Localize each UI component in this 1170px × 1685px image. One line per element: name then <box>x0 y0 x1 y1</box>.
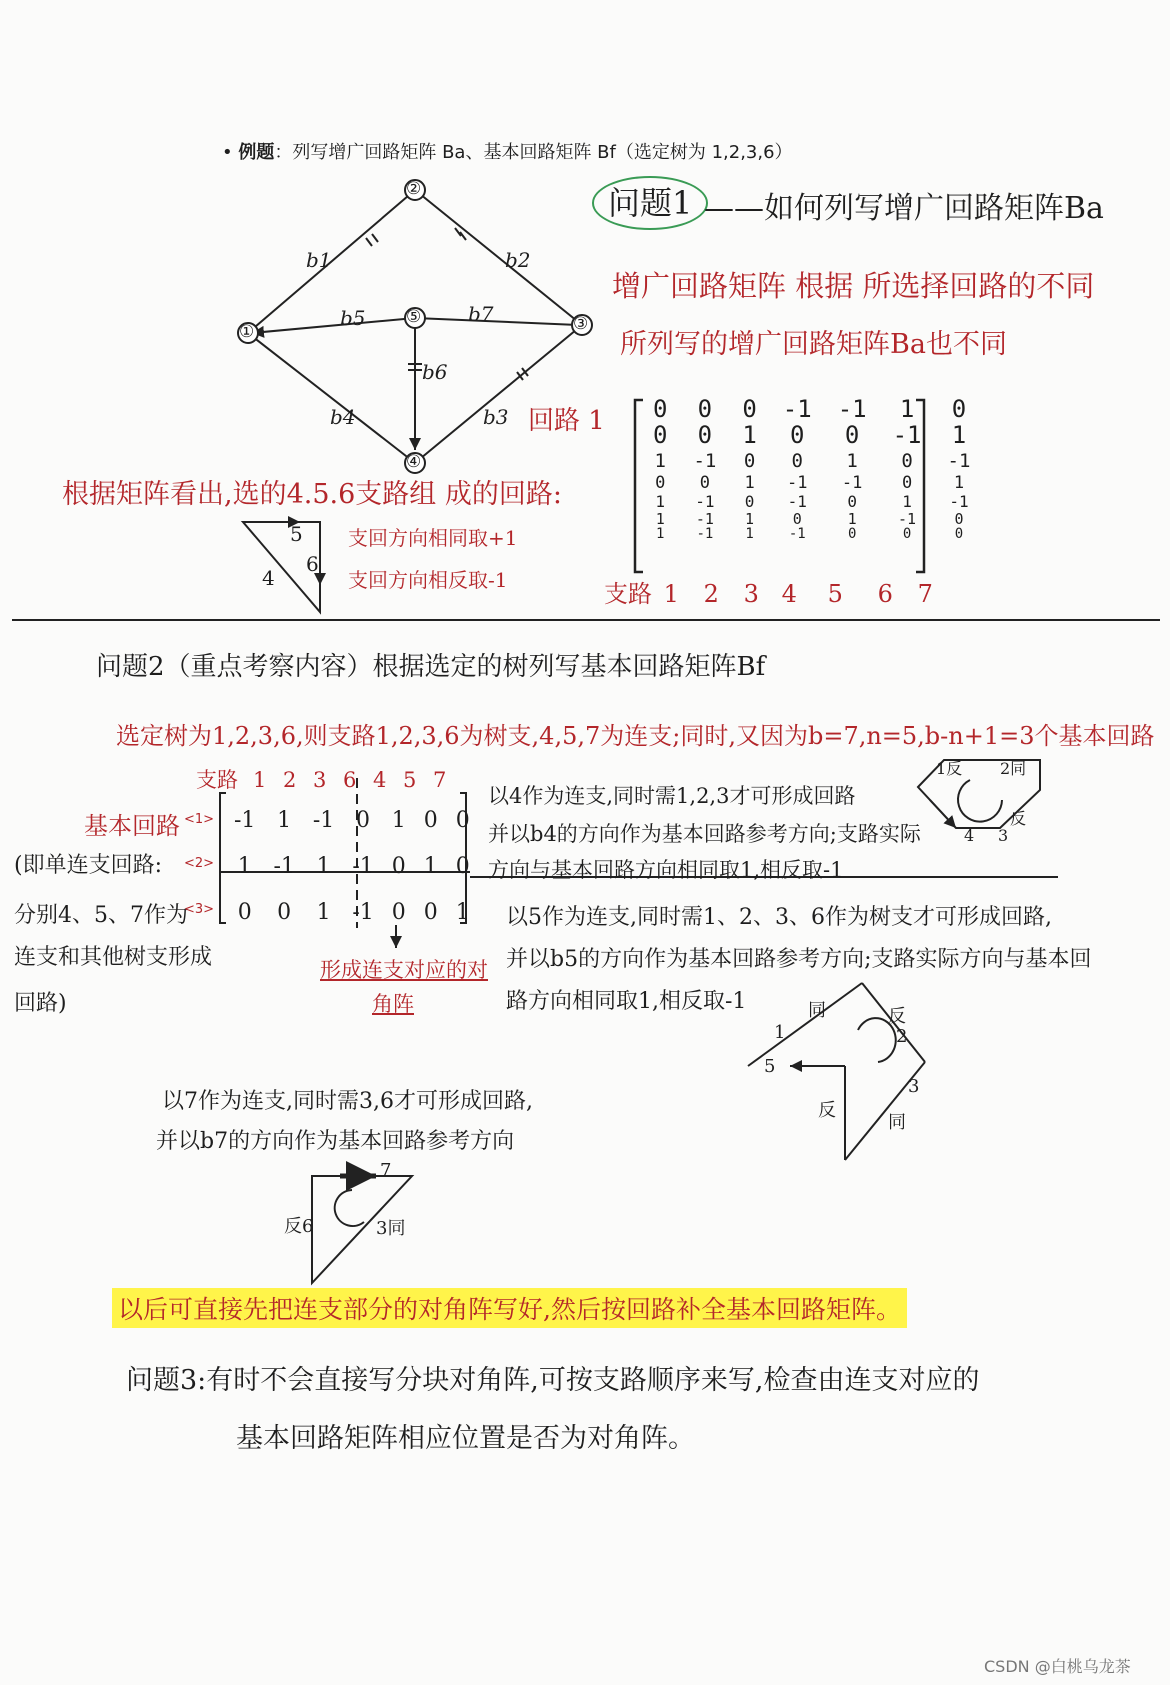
bf-header-col: 5 <box>403 768 417 792</box>
fig4-label-5: 反 <box>1010 809 1027 828</box>
fig5-label-rev-2: 反 <box>818 1100 836 1121</box>
ba-footer-col: 1 <box>663 580 679 608</box>
ba-footer-label: 支路 <box>604 580 652 608</box>
matrix-cell: 1 <box>655 492 666 511</box>
bf-row-tag-3: <3> <box>184 902 215 917</box>
branch-b4-label: b4 <box>330 405 356 429</box>
matrix-cell: 0 <box>653 421 668 449</box>
ba-footer <box>604 574 933 609</box>
explain5-line-1: 以5作为连支,同时需1、2、3、6作为树支才可形成回路, <box>506 905 1052 930</box>
branch-b6-label: b6 <box>422 360 448 384</box>
q1-line-2: 所列写的增广回路矩阵Ba也不同 <box>620 329 1007 360</box>
ba-row <box>640 474 983 493</box>
matrix-cell: 0 <box>744 492 755 511</box>
q3-line-1: 问题3:有时不会直接写分块对角阵,可按支路顺序来写,检查由连支对应的 <box>126 1365 980 1396</box>
loop-tri-label-5: 5 <box>290 522 303 546</box>
matrix-cell: 0 <box>791 450 803 472</box>
fig5-label-same-2: 同 <box>888 1112 906 1133</box>
loop-tri-label-4: 4 <box>262 566 275 590</box>
matrix-cell: 1 <box>656 526 665 542</box>
q1-circle-label: 问题1 <box>592 176 708 230</box>
ba-footer-col: 3 <box>743 580 759 608</box>
node-2: ② <box>406 179 422 199</box>
bf-row <box>225 844 479 890</box>
bf-row-tag-2: <2> <box>184 856 215 871</box>
matrix-cell: 0 <box>697 421 713 449</box>
q1-title <box>592 178 708 224</box>
matrix-cell: 1 <box>899 395 915 423</box>
matrix-cell: 0 <box>455 808 470 833</box>
matrix-cell: 1 <box>745 510 755 528</box>
matrix-cell: 0 <box>655 473 666 493</box>
matrix-cell: 1 <box>316 854 331 879</box>
branch-b5-label: b5 <box>340 306 366 330</box>
matrix-cell: 1 <box>846 450 858 472</box>
watermark: CSDN @白桃乌龙茶 <box>984 1657 1131 1676</box>
explain5-line-2: 并以b5的方向作为基本回路参考方向;支路实际方向与基本回 <box>506 947 1092 972</box>
loop-note: 根据矩阵看出,选的4.5.6支路组 成的回路: <box>62 479 562 510</box>
explain4-line-2: 并以b4的方向作为基本回路参考方向;支路实际 <box>488 822 921 846</box>
example-text: ：列写增广回路矩阵 Ba、基本回路矩阵 Bf（选定树为 1,2,3,6） <box>274 142 793 163</box>
matrix-cell: 0 <box>792 510 802 528</box>
bf-side-line-1: (即单连支回路: <box>14 853 162 878</box>
fig4-label-1: 1反 <box>936 759 963 778</box>
matrix-cell: 1 <box>391 808 406 833</box>
matrix-cell: -1 <box>782 395 812 423</box>
matrix-cell: 0 <box>743 450 756 472</box>
fig5-label-3: 3 <box>908 1076 920 1097</box>
node-5: ⑤ <box>406 307 422 327</box>
matrix-cell: 1 <box>744 473 755 493</box>
fig5-label-same-1: 同 <box>808 1000 826 1021</box>
explain4-line-3: 方向与基本回路方向相同取1,相反取-1 <box>488 858 844 882</box>
bullet: • <box>222 142 233 163</box>
bf-side-line-2: 分别4、5、7作为 <box>14 903 188 928</box>
bf-header-col: 7 <box>433 768 447 792</box>
fig4-label-3: 4 <box>964 826 975 845</box>
matrix-cell: 0 <box>391 854 406 879</box>
matrix-cell: 1 <box>953 473 965 493</box>
node-3: ③ <box>573 314 589 334</box>
matrix-cell: -1 <box>892 421 922 449</box>
matrix-cell: -1 <box>788 526 806 542</box>
matrix-cell: 0 <box>277 900 292 925</box>
ba-row <box>640 493 983 511</box>
matrix-cell: 0 <box>455 854 470 879</box>
ba-footer-col: 6 <box>877 580 893 608</box>
matrix-cell: 0 <box>790 421 805 449</box>
bf-header-label: 支路 <box>196 768 238 792</box>
matrix-cell: -1 <box>898 510 917 528</box>
matrix-cell: -1 <box>312 808 335 833</box>
matrix-cell: 1 <box>316 900 331 925</box>
bf-diag-note-1: 形成连支对应的对 <box>320 958 488 982</box>
matrix-cell: 0 <box>954 526 964 542</box>
branch-b1-label: b1 <box>306 248 332 272</box>
matrix-cell: -1 <box>696 526 714 542</box>
matrix-cell: -1 <box>787 473 808 493</box>
matrix-cell: -1 <box>841 473 863 493</box>
explain7-line-1: 以7作为连支,同时需3,6才可形成回路, <box>162 1089 533 1114</box>
matrix-cell: -1 <box>695 510 714 528</box>
matrix-cell: 1 <box>847 510 857 528</box>
bf-header-col: 4 <box>373 768 387 792</box>
matrix-cell: 0 <box>954 510 964 528</box>
matrix-cell: 1 <box>455 900 470 925</box>
bf-header <box>196 764 455 794</box>
matrix-cell: -1 <box>947 450 971 472</box>
bf-header-col: 1 <box>253 768 267 792</box>
matrix-cell: 1 <box>902 492 912 511</box>
bf-matrix <box>225 798 479 936</box>
ba-row <box>640 511 983 527</box>
bf-side-title: 基本回路 <box>84 812 180 840</box>
fig5-label-5: 5 <box>764 1056 776 1077</box>
q2-title: 问题2（重点考察内容）根据选定的树列写基本回路矩阵Bf <box>96 652 766 682</box>
fig4-label-2: 2同 <box>1000 759 1027 778</box>
branch-b7-label: b7 <box>468 302 494 326</box>
branch-b3-label: b3 <box>483 405 509 429</box>
matrix-cell: 1 <box>745 526 754 542</box>
matrix-cell: -1 <box>234 808 256 833</box>
matrix-cell: 1 <box>951 421 967 449</box>
matrix-cell: 0 <box>697 395 713 423</box>
highlight-note: 以后可直接先把连支部分的对角阵写好,然后按回路补全基本回路矩阵。 <box>112 1288 907 1328</box>
matrix-cell: 0 <box>847 526 857 542</box>
fig7-label-3: 3同 <box>376 1218 406 1239</box>
matrix-cell: 0 <box>844 421 860 449</box>
q1-text: ——如何列写增广回路矩阵Ba <box>704 191 1104 226</box>
matrix-cell: -1 <box>949 492 969 511</box>
example-label: 例题 <box>238 142 275 163</box>
bf-diag-note-2: 角阵 <box>372 992 414 1016</box>
explain7-line-2: 并以b7的方向作为基本回路参考方向 <box>156 1129 515 1154</box>
node-1: ① <box>239 322 255 342</box>
q1-line-1: 增广回路矩阵 根据 所选择回路的不同 <box>612 269 1095 303</box>
matrix-cell: 1 <box>423 854 438 879</box>
ba-footer-col: 4 <box>781 580 797 608</box>
ba-footer-col: 5 <box>827 580 843 608</box>
q2-tree-line: 选定树为1,2,3,6,则支路1,2,3,6为树支,4,5,7为连支;同时,又因为b=7,n=5,b-n+1=3个基本回路 <box>116 722 1155 750</box>
fig5-label-1: 1 <box>774 1022 786 1043</box>
bf-row <box>225 890 479 936</box>
matrix-cell: 0 <box>356 808 371 833</box>
matrix-cell: 0 <box>847 492 857 511</box>
matrix-cell: -1 <box>352 854 374 879</box>
matrix-cell: -1 <box>787 492 807 511</box>
matrix-cell: -1 <box>695 492 715 511</box>
matrix-cell: 1 <box>237 854 252 879</box>
matrix-cell: 0 <box>653 395 668 423</box>
matrix-cell: 0 <box>742 395 757 423</box>
matrix-cell: -1 <box>352 900 374 925</box>
matrix-cell: -1 <box>837 395 867 423</box>
ba-row-label: 回路 1 <box>528 406 605 436</box>
matrix-cell: 0 <box>423 808 438 833</box>
matrix-cell: 1 <box>654 450 666 472</box>
matrix-cell: 0 <box>951 395 967 423</box>
matrix-cell: 1 <box>655 510 665 528</box>
ba-footer-col: 2 <box>703 580 719 608</box>
bf-row <box>225 798 479 844</box>
matrix-cell: 1 <box>742 421 757 449</box>
matrix-cell: -1 <box>273 854 295 879</box>
bf-side-line-3: 连支和其他树支形成 <box>14 945 213 970</box>
bf-header-col: 3 <box>313 768 327 792</box>
ba-matrix <box>640 396 983 542</box>
matrix-cell: 0 <box>237 900 252 925</box>
fig5-label-rev-1: 反 <box>888 1006 906 1027</box>
bf-row-tag-1: <1> <box>184 812 215 827</box>
bf-side-line-4: 回路) <box>14 991 67 1016</box>
ba-row <box>640 422 983 448</box>
ba-row <box>640 448 983 474</box>
fig4-label-4: 3 <box>998 826 1009 845</box>
loop-tri-label-6: 6 <box>306 552 319 576</box>
bf-header-col: 6 <box>343 768 357 792</box>
matrix-cell: 0 <box>391 900 406 925</box>
q3-line-2: 基本回路矩阵相应位置是否为对角阵。 <box>236 1423 695 1454</box>
fig5-label-2: 2 <box>896 1026 908 1047</box>
matrix-cell: 1 <box>277 808 292 833</box>
matrix-cell: -1 <box>693 450 717 472</box>
matrix-cell: 0 <box>423 900 438 925</box>
rule-minus: 支回方向相反取-1 <box>348 568 508 592</box>
fig7-label-7: 7 <box>380 1160 392 1181</box>
matrix-cell: 0 <box>902 526 912 542</box>
matrix-cell: 0 <box>901 473 913 493</box>
ba-row <box>640 527 983 542</box>
explain5-line-3: 路方向相同取1,相反取-1 <box>506 989 747 1014</box>
bf-header-col: 2 <box>283 768 297 792</box>
matrix-cell: 0 <box>699 473 711 493</box>
ba-footer-col: 7 <box>917 580 933 608</box>
ba-row <box>640 396 983 422</box>
matrix-cell: 0 <box>901 450 913 472</box>
branch-b2-label: b2 <box>505 248 531 272</box>
explain4-line-1: 以4作为连支,同时需1,2,3才可形成回路 <box>488 784 856 808</box>
node-4: ④ <box>406 452 422 472</box>
fig7-label-6: 反6 <box>284 1216 314 1237</box>
rule-plus: 支回方向相同取+1 <box>348 526 518 550</box>
